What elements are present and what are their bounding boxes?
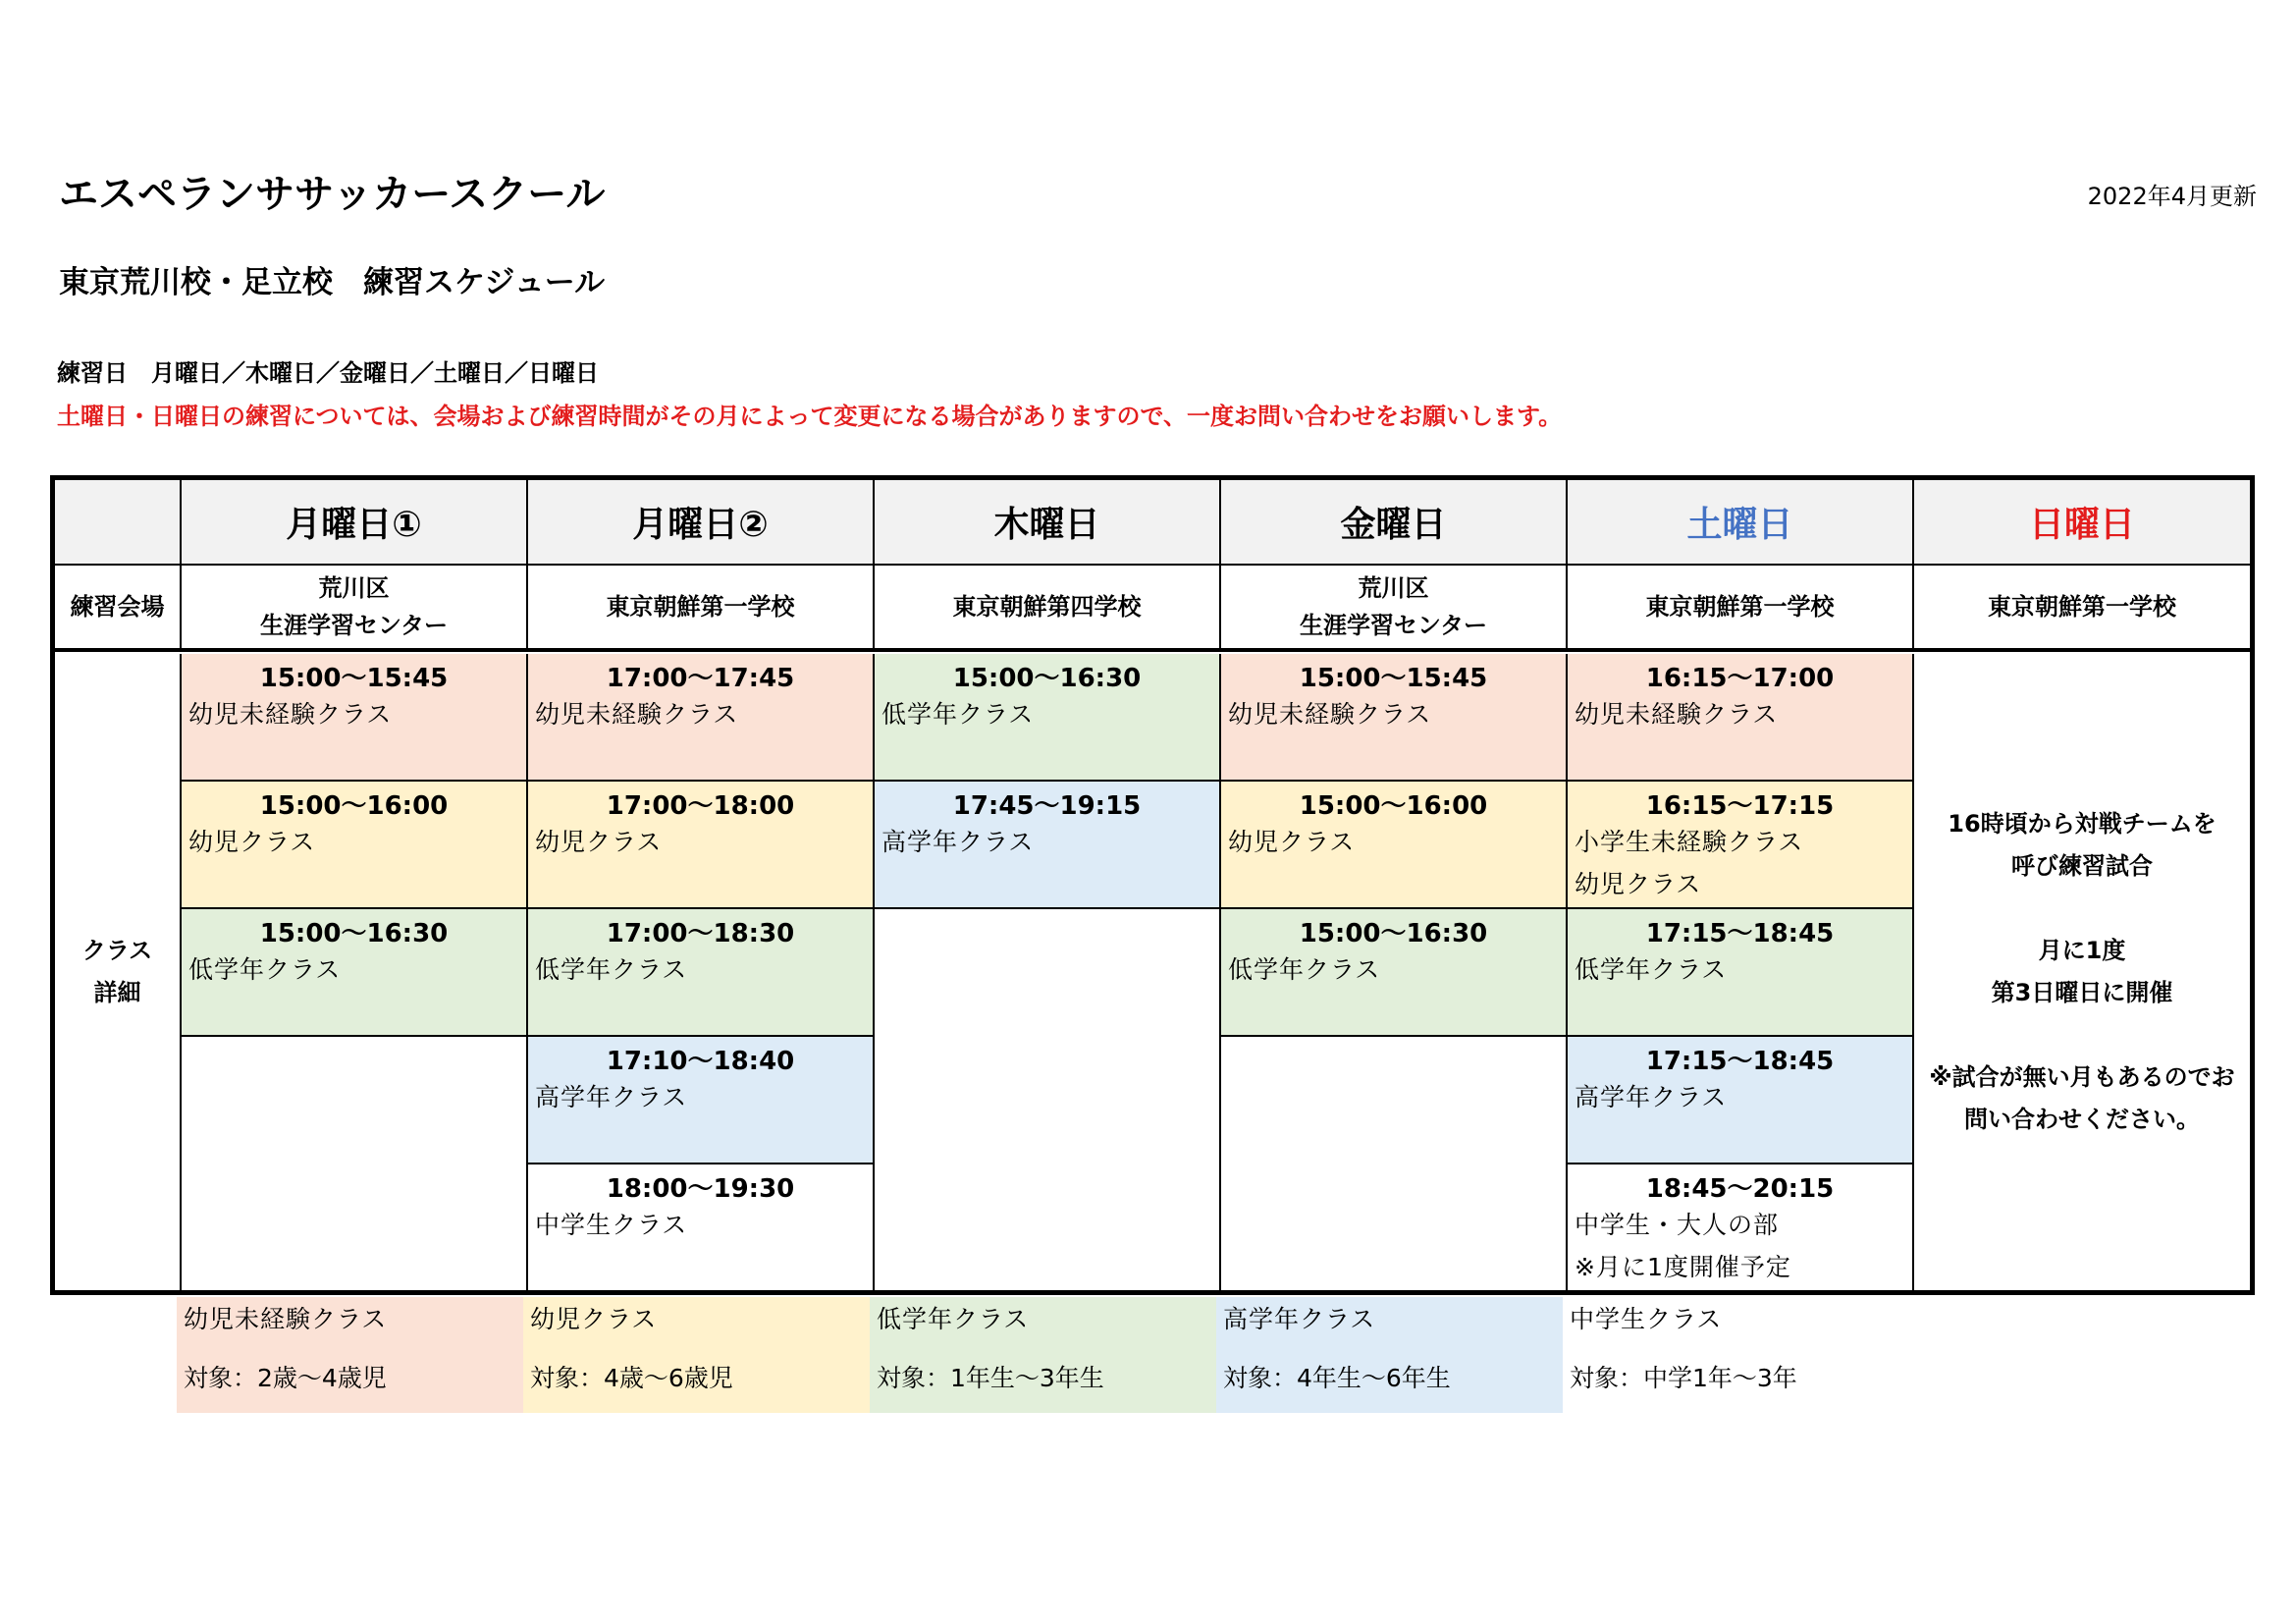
venue-mon1 (182, 566, 528, 650)
slot-class: 幼児未経験クラス (188, 700, 393, 729)
slot-class: 低学年クラス (535, 955, 688, 984)
slot-time: 17:15〜18:45 (1645, 919, 1835, 948)
slot-class: 幼児クラス (1228, 828, 1356, 856)
slot-time: 18:45〜20:15 (1645, 1174, 1835, 1204)
slot-time: 15:00〜16:30 (1299, 919, 1488, 948)
schedule-table (50, 475, 2255, 1295)
slot-sat-5 (1568, 1164, 1914, 1290)
legend-item (523, 1297, 870, 1413)
slot-mon1-1 (182, 654, 528, 782)
venue-thu (875, 566, 1221, 650)
slot-class: 高学年クラス (535, 1083, 688, 1111)
header-day-sun: 日曜日 (1914, 480, 2250, 566)
slot-fri-3 (1221, 909, 1568, 1037)
legend-class-name: 中学生クラス (1570, 1305, 1723, 1333)
header-day-thu: 木曜日 (875, 480, 1221, 566)
legend-target: 対象：4年生〜6年生 (1223, 1364, 1451, 1392)
slot-time: 17:15〜18:45 (1645, 1047, 1835, 1076)
slot-time: 17:00〜18:00 (606, 791, 795, 821)
slot-class: 幼児クラス (188, 828, 316, 856)
header-day-mon1: 月曜日① (182, 480, 528, 566)
slot-time: 17:00〜17:45 (606, 664, 795, 693)
slot-time: 15:00〜15:45 (1299, 664, 1488, 693)
venue-line: 荒川区 (318, 574, 390, 602)
venue-line: 生涯学習センター (1299, 612, 1488, 639)
slot-time: 16:15〜17:00 (1645, 664, 1835, 693)
class-detail-label (55, 654, 182, 1290)
slot-class: 幼児未経験クラス (535, 700, 739, 729)
slot-class: 中学生・大人の部 (1575, 1211, 1780, 1239)
slot-sat-2 (1568, 782, 1914, 909)
slot-class: 幼児未経験クラス (1228, 700, 1432, 729)
class-label-line: クラス (81, 937, 153, 964)
slot-sat-1 (1568, 654, 1914, 782)
slot-fri-2 (1221, 782, 1568, 909)
legend-target: 対象：2歳〜4歳児 (184, 1364, 387, 1392)
sunday-note-line: 16時頃から対戦チームを (1948, 810, 2216, 838)
venue-line: 東京朝鮮第一学校 (1645, 593, 1835, 621)
header-corner (55, 480, 182, 566)
sunday-note-line: ※試合が無い月もあるのでお (1929, 1063, 2235, 1091)
header-day-sat: 土曜日 (1568, 480, 1914, 566)
slot-thu-empty (875, 909, 1221, 1290)
slot-mon2-5 (528, 1164, 875, 1290)
venue-label: 練習会場 (55, 566, 182, 650)
legend-class-name: 低学年クラス (877, 1305, 1030, 1333)
page-title: エスペランササッカースクール (59, 172, 606, 217)
slot-mon2-2 (528, 782, 875, 909)
slot-time: 15:00〜16:00 (1299, 791, 1488, 821)
slot-class: 中学生クラス (535, 1211, 688, 1239)
slot-mon2-4 (528, 1037, 875, 1164)
page-subtitle: 東京荒川校・足立校 練習スケジュール (59, 265, 606, 300)
slot-mon1-empty (182, 1037, 528, 1290)
slot-fri-empty (1221, 1037, 1568, 1290)
slot-class: 幼児未経験クラス (1575, 700, 1779, 729)
header-day-mon2: 月曜日② (528, 480, 875, 566)
venue-mon2 (528, 566, 875, 650)
legend-class-name: 高学年クラス (1223, 1305, 1376, 1333)
slot-class: 高学年クラス (881, 828, 1035, 856)
schedule-notice: 土曜日・日曜日の練習については、会場および練習時間がその月によって変更になる場合がありますので、一度お問い合わせをお願いします。 (57, 403, 1563, 430)
updated-date: 2022年4月更新 (2087, 183, 2257, 210)
venue-fri (1221, 566, 1568, 650)
slot-mon1-3 (182, 909, 528, 1037)
venue-line: 東京朝鮮第一学校 (1988, 593, 2176, 621)
slot-class: 小学生未経験クラス (1575, 828, 1804, 856)
legend-class-name: 幼児未経験クラス (184, 1305, 388, 1333)
slot-time: 15:00〜16:00 (259, 791, 449, 821)
practice-days: 練習日 月曜日／木曜日／金曜日／土曜日／日曜日 (57, 359, 599, 387)
sunday-note-line: 月に1度 (2038, 937, 2126, 964)
header-double-line (55, 650, 2250, 652)
slot-mon2-3 (528, 909, 875, 1037)
legend-target: 対象：1年生〜3年生 (877, 1364, 1104, 1392)
venue-line: 東京朝鮮第四学校 (952, 593, 1142, 621)
slot-time: 18:00〜19:30 (606, 1174, 795, 1204)
venue-sat (1568, 566, 1914, 650)
slot-time: 15:00〜15:45 (259, 664, 449, 693)
slot-time: 17:45〜19:15 (952, 791, 1142, 821)
slot-class: 低学年クラス (1228, 955, 1381, 984)
legend-class-name: 幼児クラス (530, 1305, 658, 1333)
slot-class: 幼児クラス (535, 828, 663, 856)
slot-time: 16:15〜17:15 (1645, 791, 1835, 821)
slot-fri-1 (1221, 654, 1568, 782)
legend-target: 対象：中学1年〜3年 (1570, 1364, 1797, 1392)
slot-class: 低学年クラス (1575, 955, 1728, 984)
legend-item (1563, 1297, 1909, 1413)
venue-line: 東京朝鮮第一学校 (606, 593, 795, 621)
slot-thu-1 (875, 654, 1221, 782)
header-day-fri: 金曜日 (1221, 480, 1568, 566)
sunday-note-line: 問い合わせください。 (1964, 1106, 2200, 1133)
slot-class: 高学年クラス (1575, 1083, 1728, 1111)
slot-class: ※月に1度開催予定 (1575, 1253, 1791, 1281)
legend-item (1216, 1297, 1563, 1413)
slot-time: 17:10〜18:40 (606, 1047, 795, 1076)
slot-time: 15:00〜16:30 (952, 664, 1142, 693)
slot-class: 幼児クラス (1575, 870, 1702, 898)
slot-time: 15:00〜16:30 (259, 919, 449, 948)
venue-line: 生涯学習センター (259, 612, 449, 639)
slot-sat-4 (1568, 1037, 1914, 1164)
legend-item (870, 1297, 1216, 1413)
legend-item (177, 1297, 523, 1413)
slot-class: 低学年クラス (881, 700, 1035, 729)
slot-mon1-2 (182, 782, 528, 909)
sunday-note-line: 第3日曜日に開催 (1991, 979, 2173, 1006)
class-label-line: 詳細 (93, 979, 141, 1006)
legend-target: 対象：4歳〜6歳児 (530, 1364, 733, 1392)
sunday-note-line: 呼び練習試合 (2011, 852, 2153, 880)
slot-thu-2 (875, 782, 1221, 909)
venue-line: 荒川区 (1358, 574, 1429, 602)
slot-class: 低学年クラス (188, 955, 342, 984)
venue-sun (1914, 566, 2250, 650)
slot-mon2-1 (528, 654, 875, 782)
slot-sat-3 (1568, 909, 1914, 1037)
slot-time: 17:00〜18:30 (606, 919, 795, 948)
sunday-note (1914, 654, 2250, 1290)
